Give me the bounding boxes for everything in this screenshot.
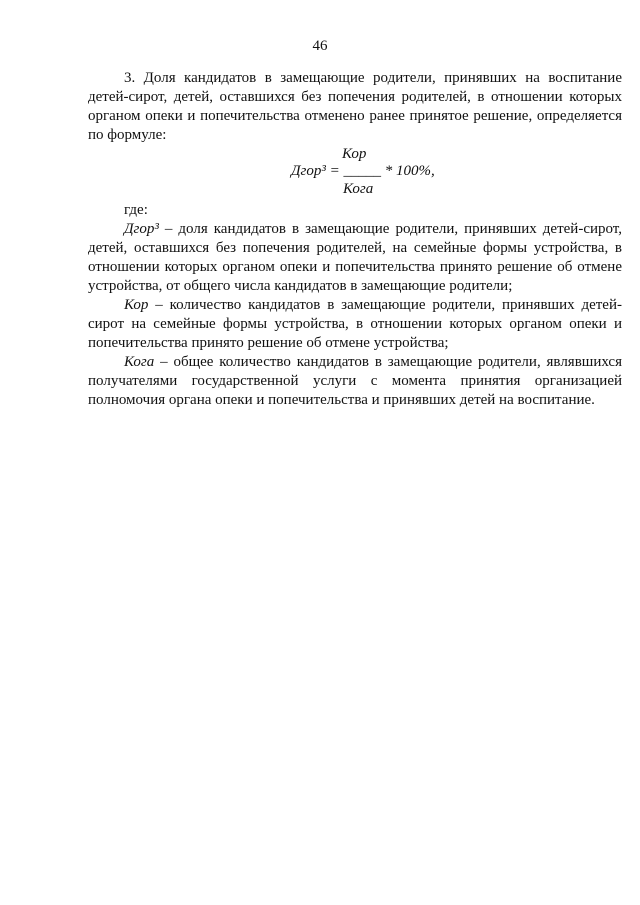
intro-paragraph: 3. Доля кандидатов в замещающие родители, принявших на воспитание детей-сирот, детей, оставшихся без попечения родителей, в отношении которых органом опеки и попечительства отменено ранее принятое решение, определяется по формуле:	[88, 70, 622, 143]
formula-denominator: Кога	[343, 181, 374, 197]
definition-text: – общее количество кандидатов в замещающие родители, являвшихся получателями государственной услуги с момента принятия организацией полномочия органа опеки и попечительства и принявших детей на воспитание.	[88, 354, 622, 408]
definition-item	[88, 220, 622, 296]
page-number: 46	[312, 38, 328, 54]
definition-term: Кор	[124, 297, 149, 313]
definition-item	[88, 296, 622, 353]
definition-term: Кога	[124, 354, 155, 370]
formula-main-line: Дгор³ = _____ * 100%,	[291, 163, 435, 179]
definition-term: Дгор³	[124, 221, 159, 237]
formula-numerator: Кор	[342, 146, 367, 162]
formula	[88, 145, 622, 201]
document-body	[88, 69, 622, 410]
definition-item	[88, 353, 622, 410]
definition-text: – доля кандидатов в замещающие родители, принявших детей-сирот, детей, оставшихся без попечения родителей, на семейные формы устройства, в отношении которых органом опеки и попечительства принято решение об отмене устройства, от общего числа кандидатов в замещающие родители;	[88, 221, 622, 294]
where-label: где:	[124, 202, 148, 218]
definition-text: – количество кандидатов в замещающие родители, принявших детей-сирот на семейные формы устройства, в отношении которых органом опеки и попечительства принято решение об отмене устройства;	[88, 297, 622, 351]
